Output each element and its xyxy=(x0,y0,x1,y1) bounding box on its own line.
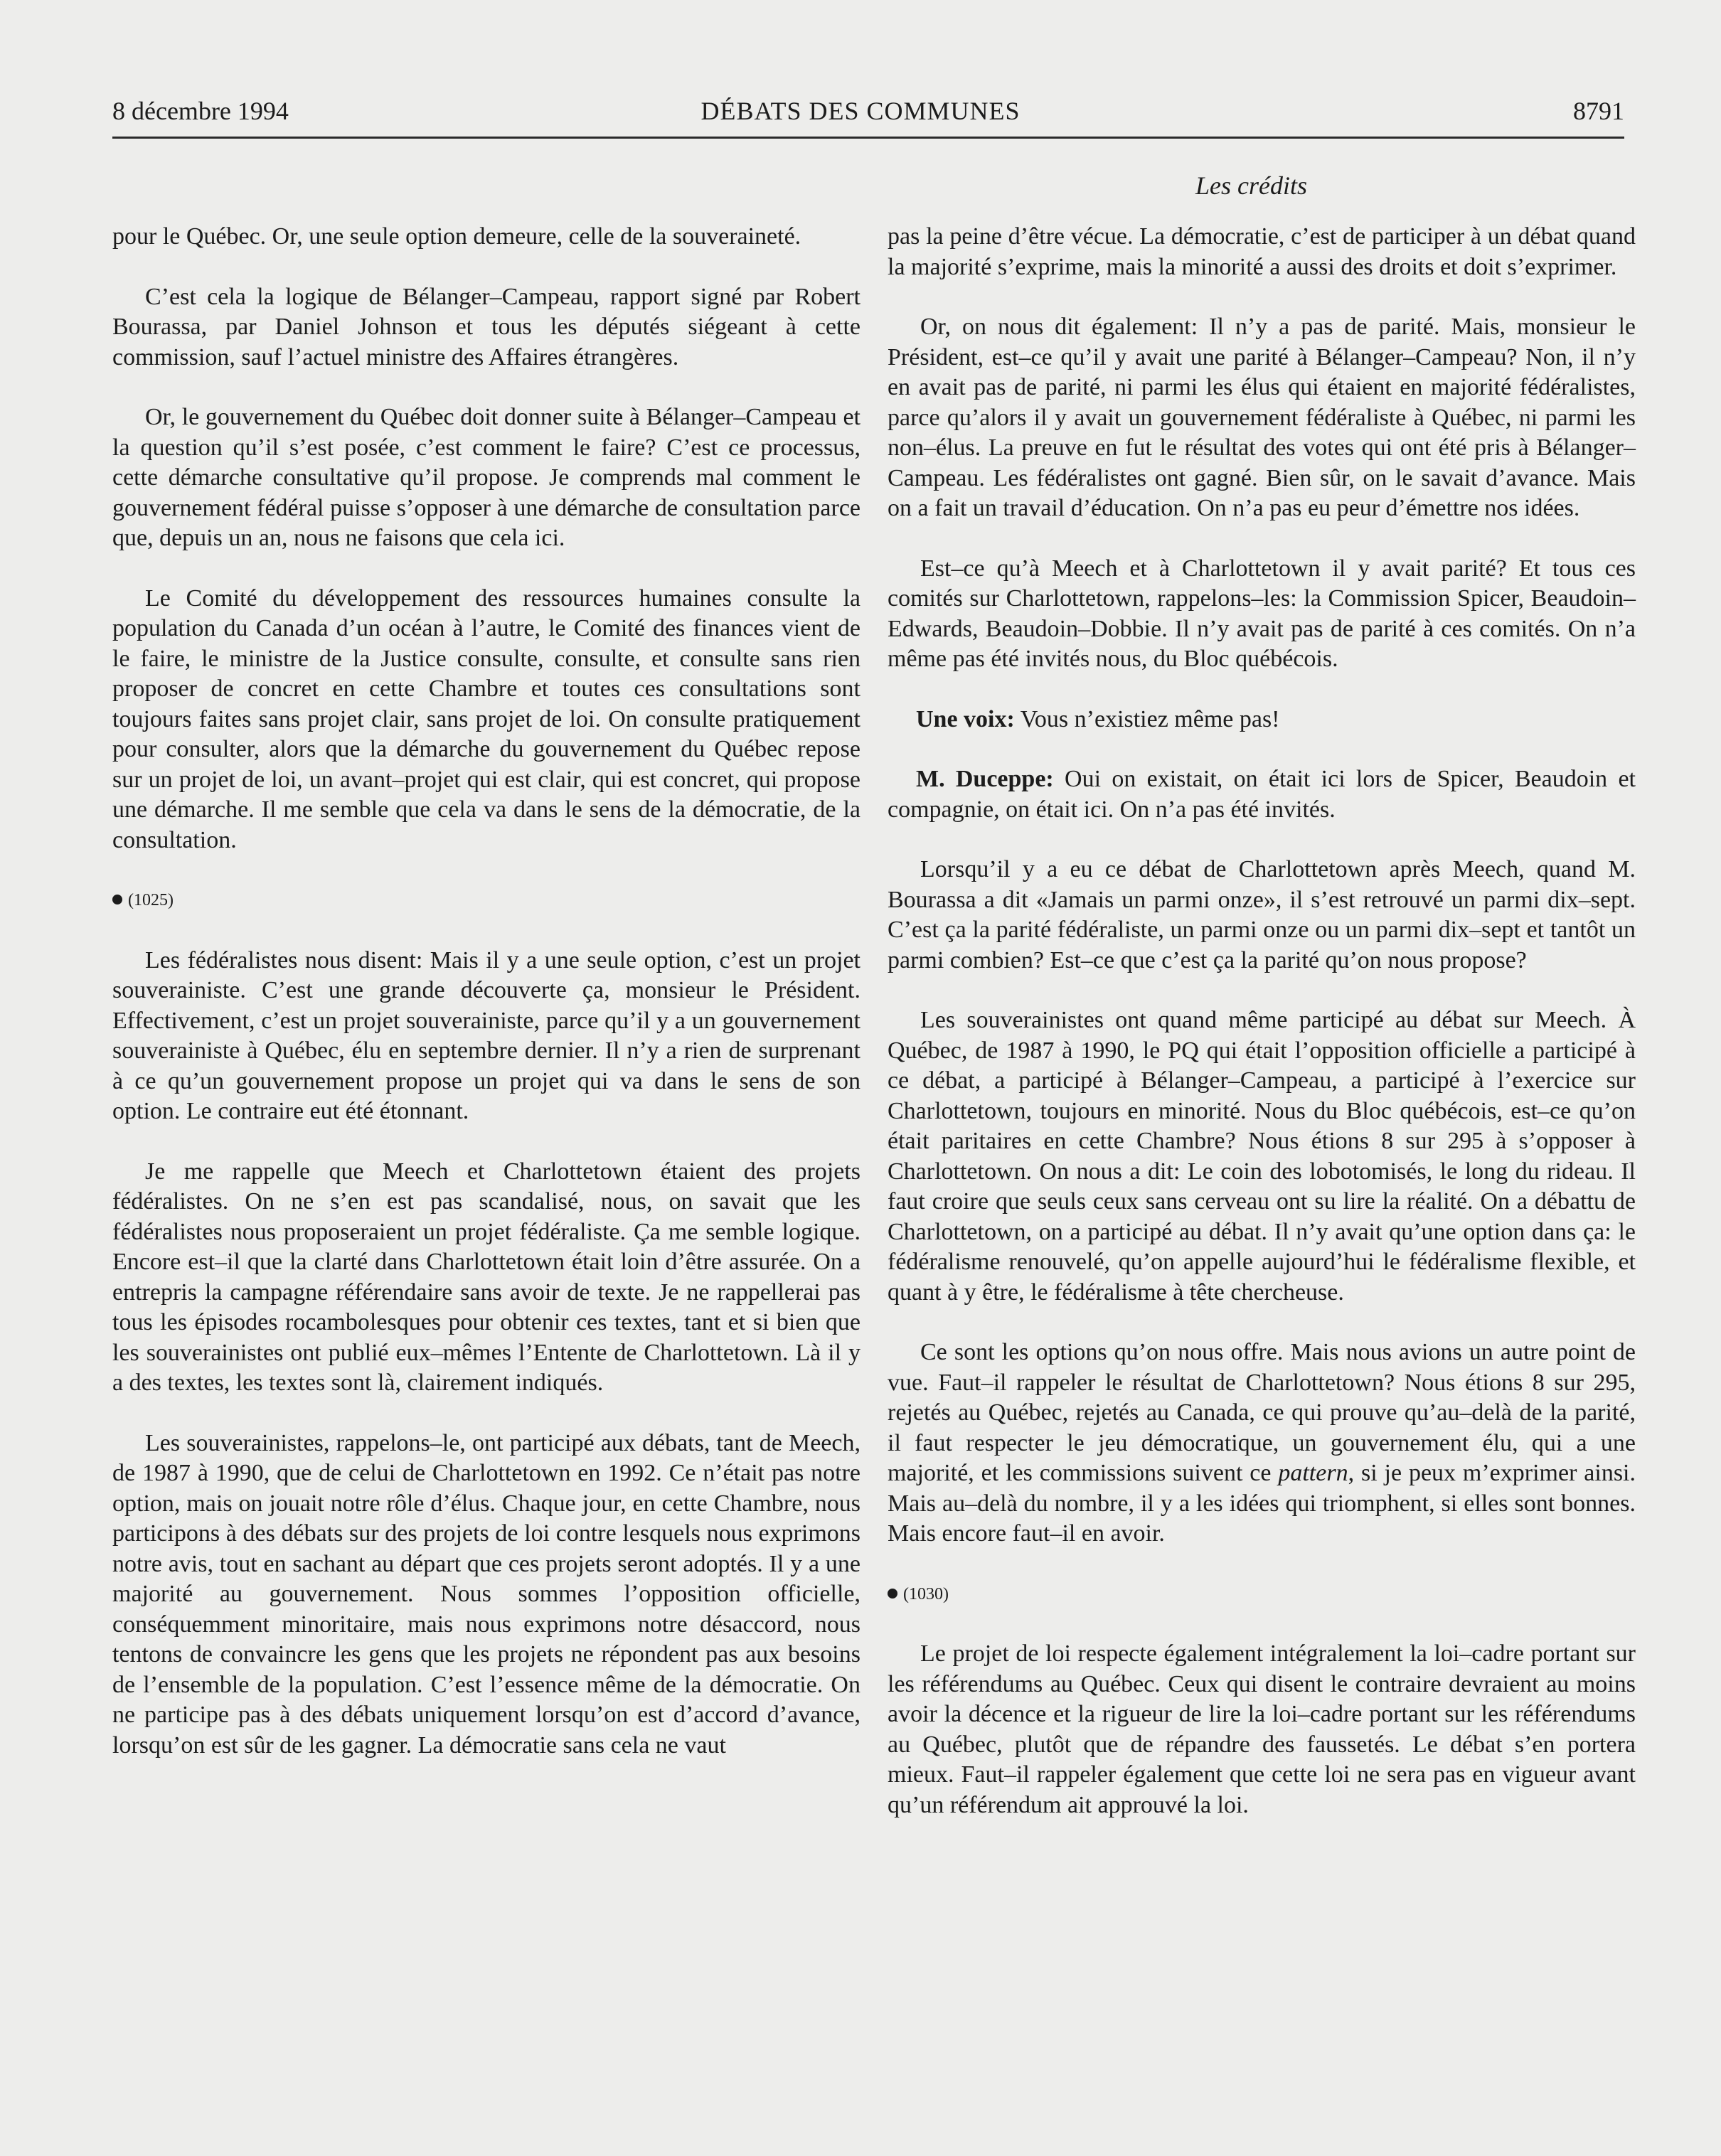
speaker-name: Une voix: xyxy=(916,705,1015,732)
time-marker xyxy=(888,1579,1636,1610)
paragraph: pour le Québec. Or, une seule option demeure, celle de la souveraineté. xyxy=(112,223,801,250)
paragraph xyxy=(888,1338,1636,1549)
time-marker-text: (1030) xyxy=(903,1584,949,1603)
bullet-icon xyxy=(112,895,122,904)
time-marker xyxy=(112,885,860,916)
speech-text: Oui on existait, on était ici lors de Spicer, Beaudoin et compagnie, on était ici. On n’a pas été invités. xyxy=(888,766,1636,823)
paragraph: Les souverainistes ont quand même participé au débat sur Meech. À Québec, de 1987 à 1990, le PQ qui était l’opposition officielle a participé à ce débat, a participé à Bélanger–Campeau, a participé à l’exercice sur Charlottetown, toujours en minorité. Nous du Bloc québécois, est–ce qu’on était paritaires en cette Chambre? Nous étions 8 sur 295 à s’opposer à Charlottetown. On nous a dit: Le coin des lobotomisés, le long du rideau. Il faut croire que seuls ceux sans cerveau ont su lire la réalité. On a débattu de Charlottetown, on a participé au débat. Il n’y avait qu’une option dans ça: le fédéralisme renouvelé, qu’on appelle aujourd’hui le fédéralisme flexible, et quant à y être, le fédéralisme à tête chercheuse. xyxy=(888,1007,1636,1306)
speech-duceppe xyxy=(888,764,1636,825)
speaker-name: M. Duceppe: xyxy=(916,766,1054,792)
bullet-icon xyxy=(888,1589,897,1599)
header-date: 8 décembre 1994 xyxy=(112,97,289,125)
paragraph: Or, le gouvernement du Québec doit donner suite à Bélanger–Campeau et la question qu’il s’est posée, c’est comment le faire? C’est ce processus, cette démarche consultative qu’il propose. Je comprends mal comment le gouvernement fédéral puisse s’opposer à une démarche de consultation parce que, depuis un an, nous ne faisons que cela ici. xyxy=(112,404,860,551)
left-column xyxy=(112,222,860,1761)
speech-text: Vous n’existiez même pas! xyxy=(1014,705,1280,732)
header-rule xyxy=(112,137,1624,139)
paragraph: Les fédéralistes nous disent: Mais il y a une seule option, c’est un projet souverainiste. C’est une grande découverte ça, monsieur le Président. Effectivement, c’est un projet souverainiste, parce qu’il y a un gouvernement souverainiste à Québec, élu en septembre dernier. Il n’y a rien de surprenant à ce qu’un gouvernement propose un projet qui va dans le sens de son option. Le contraire eut été étonnant. xyxy=(112,946,860,1124)
paragraph: Or, on nous dit également: Il n’y a pas de parité. Mais, monsieur le Président, est–ce qu’il y avait une parité à Bélanger–Campeau? Non, il n’y en avait pas de parité, ni parmi les élus qui étaient en majorité fédéralistes, parce qu’alors il y avait un gouvernement fédéraliste à Québec, ni parmi les non–élus. La preuve en fut le résultat des votes qui ont été pris à Bélanger–Campeau. Les fédéralistes ont gagné. Bien sûr, on le savait d’avance. Mais on a fait un travail d’éducation. On n’a pas eu peur d’émettre nos idées. xyxy=(888,314,1636,521)
paragraph: C’est cela la logique de Bélanger–Campeau, rapport signé par Robert Bourassa, par Daniel Johnson et tous les députés siégeant à cette commission, sauf l’actuel ministre des Affaires étrangères. xyxy=(112,283,860,370)
time-marker-text: (1025) xyxy=(128,891,174,909)
paragraph: Le projet de loi respecte également intégralement la loi–cadre portant sur les référendums au Québec. Ceux qui disent le contraire devraient au moins avoir la décence et la rigueur de lire la loi–cadre portant sur les référendums au Québec, plutôt que de répandre des faussetés. Le débat s’en portera mieux. Faut–il rappeler également que cette loi ne sera pas en vigueur avant qu’un référendum ait approuvé la loi. xyxy=(888,1640,1636,1818)
section-subject: Les crédits xyxy=(1195,171,1307,200)
page-number: 8791 xyxy=(1573,97,1624,125)
paragraph: Lorsqu’il y a eu ce débat de Charlottetown après Meech, quand M. Bourassa a dit «Jamais un parmi onze», il s’est retrouvé un parmi dix–sept. C’est ça la parité fédéraliste, un parmi onze ou un parmi dix–sept et tantôt un parmi combien? Est–ce que c’est ça la parité qu’on nous propose? xyxy=(888,856,1636,973)
paragraph: Est–ce qu’à Meech et à Charlottetown il y avait parité? Et tous ces comités sur Charlottetown, rappelons–les: la Commission Spicer, Beaudoin–Edwards, Beaudoin–Dobbie. Il n’y avait pas de parité à ces comités. On n’a même pas été invités nous, du Bloc québécois. xyxy=(888,555,1636,672)
paragraph-text: , si je peux m’exprimer ainsi. Mais au–delà du nombre, il y a les idées qui triomphent, si elles sont bonnes. Mais encore faut–il en avoir. xyxy=(888,1460,1636,1547)
paragraph: Les souverainistes, rappelons–le, ont participé aux débats, tant de Meech, de 1987 à 1990, que de celui de Charlottetown en 1992. Ce n’était pas notre option, mais on jouait notre rôle d’élus. Chaque jour, en cette Chambre, nous participons à des débats sur des projets de loi contre lesquels nous exprimons notre avis, tout en sachant au départ que ces projets seront adoptés. Il y a une majorité au gouvernement. Nous sommes l’opposition officielle, conséquemment minoritaire, mais nous exprimons notre désaccord, nous tentons de convaincre les gens que les projets ne répondent pas aux besoins de l’ensemble de la population. C’est l’essence même de la démocratie. On ne participe pas à des débats uniquement lorsqu’on est d’accord d’avance, lorsqu’on est sûr de les gagner. La démocratie sans cela ne vaut xyxy=(112,1429,860,1759)
header-title: DÉBATS DES COMMUNES xyxy=(700,97,1021,125)
paragraph: Je me rappelle que Meech et Charlottetown étaient des projets fédéralistes. On ne s’en est pas scandalisé, nous, on savait que les fédéralistes nous proposeraient un projet fédéraliste. Ça me semble logique. Encore est–il que la clarté dans Charlottetown était loin d’être assurée. On a entrepris la campagne référendaire sans avoir de texte. Je ne rappellerai pas tous les épisodes rocambolesques pour obtenir ces textes, tant et si bien que les souverainistes ont publié eux–mêmes l’Entente de Charlottetown. Là il y a des textes, les textes sont là, clairement indiqués. xyxy=(112,1158,860,1396)
right-column xyxy=(888,222,1636,1820)
speech-une-voix xyxy=(888,705,1636,735)
paragraph: pas la peine d’être vécue. La démocratie, c’est de participer à un débat quand la majorité s’exprime, mais la minorité a aussi des droits et doit s’exprimer. xyxy=(888,223,1636,280)
paragraph: Le Comité du développement des ressources humaines consulte la population du Canada d’un océan à l’autre, le Comité des finances vient de le faire, le ministre de la Justice consulte, consulte, et consulte sans rien proposer de concret en cette Chambre et toutes ces consultations sont toujours faites sans projet clair, sans projet de loi. On consulte pratiquement pour consulter, alors que la démarche du gouvernement du Québec repose sur un projet de loi, un avant–projet qui est clair, qui est concret, qui propose une démarche. Il me semble que cela va dans le sens de la démocratie, de la consultation. xyxy=(112,585,860,853)
paragraph-text: Ce sont les options qu’on nous offre. Mais nous avions un autre point de vue. Faut–il rappeler le résultat de Charlottetown? Nous étions 8 sur 295, rejetés au Québec, rejetés au Canada, ce qui prouve qu’au–delà de la parité, il faut respecter le jeu démocratique, un gouvernement élu, qui a une majorité, et les commissions suivent ce xyxy=(888,1339,1636,1486)
italic-term: pattern xyxy=(1278,1460,1348,1486)
